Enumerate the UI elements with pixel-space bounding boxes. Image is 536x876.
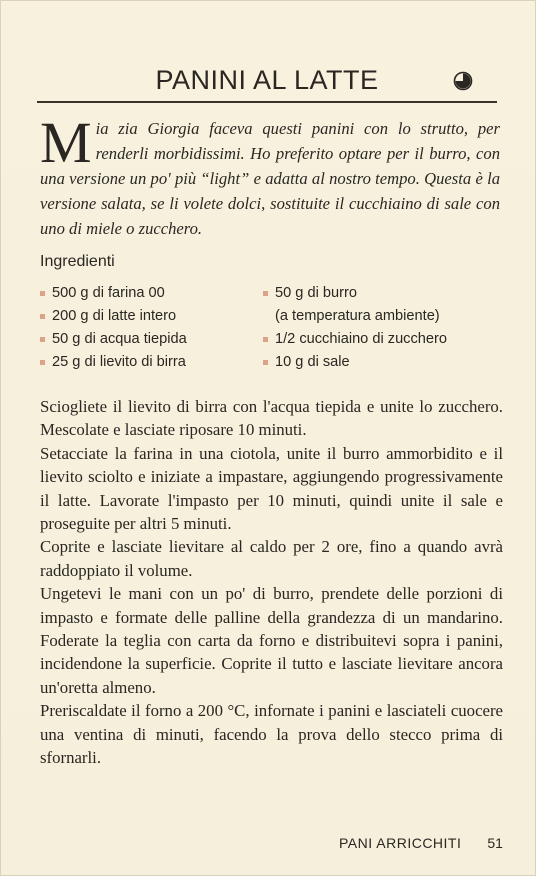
ingredient-item: 1/2 cucchiaino di zucchero [263, 328, 503, 351]
page-number: 51 [487, 835, 503, 851]
bullet-icon [40, 314, 45, 319]
recipe-method [40, 395, 503, 770]
ingredient-item: 50 g di acqua tiepida [40, 328, 250, 351]
bullet-icon [263, 337, 268, 342]
ingredient-item: 10 g di sale [263, 351, 503, 374]
recipe-title: PANINI AL LATTE [155, 65, 379, 95]
ingredients-list-left [40, 282, 250, 374]
intro-text: ia zia Giorgia faceva questi panini con lo strutto, per renderli morbidissimi. Ho preferito optare per il burro, con una versione un po' più “light” e adatta al nostro tempo. Questa è la versione salata, se li volete dolci, sostituite il cucchiaino di sale con uno di miele o zucchero. [40, 119, 500, 238]
ingredient-item: 500 g di farina 00 [40, 282, 250, 305]
ingredients-heading: Ingredienti [40, 253, 115, 270]
bullet-icon [263, 360, 268, 365]
method-paragraph: Coprite e lasciate lievitare al caldo per 2 ore, fino a quando avrà raddoppiato il volume. [40, 537, 503, 580]
bullet-icon [40, 360, 45, 365]
ingredient-item-continuation: (a temperatura ambiente) [275, 308, 440, 324]
ingredient-item: 200 g di latte intero [40, 305, 250, 328]
ingredient-item: 50 g di burro [263, 282, 503, 305]
bullet-icon [40, 337, 45, 342]
page-footer [339, 835, 503, 851]
method-paragraph: Ungetevi le mani con un po' di burro, prendete delle porzioni di impasto e formate delle palline della grandezza di un mandarino. Foderate la teglia con carta da forno e distribuitevi sopra i panini, incidendone la superficie. Coprite il tutto e lasciate lievitare ancora un'oretta almeno. [40, 584, 503, 697]
clock-icon [453, 71, 473, 91]
section-name: PANI ARRICCHITI [339, 835, 462, 851]
method-paragraph: Sciogliete il lievito di birra con l'acqua tiepida e unite lo zucchero. Mescolate e lasciate riposare 10 minuti. [40, 397, 503, 440]
header-rule [37, 101, 497, 103]
bullet-icon [40, 291, 45, 296]
bullet-icon [263, 291, 268, 296]
ingredient-item: 25 g di lievito di birra [40, 351, 250, 374]
intro-dropcap: M [40, 110, 92, 175]
method-paragraph: Setacciate la farina in una ciotola, unite il burro ammorbidito e il lievito sciolto e iniziate a impastare, aggiungendo progressivamente il latte. Lavorate l'impasto per 10 minuti, quindi unite il sale e proseguite per altri 5 minuti. [40, 443, 503, 534]
recipe-header [37, 59, 497, 109]
recipe-intro [40, 110, 500, 241]
method-paragraph: Preriscaldate il forno a 200 °C, infornate i panini e lasciateli cuocere una ventina di minuti, facendo la prova dello stecco prima di sfornarli. [40, 701, 503, 768]
ingredients-list-right [263, 282, 503, 374]
